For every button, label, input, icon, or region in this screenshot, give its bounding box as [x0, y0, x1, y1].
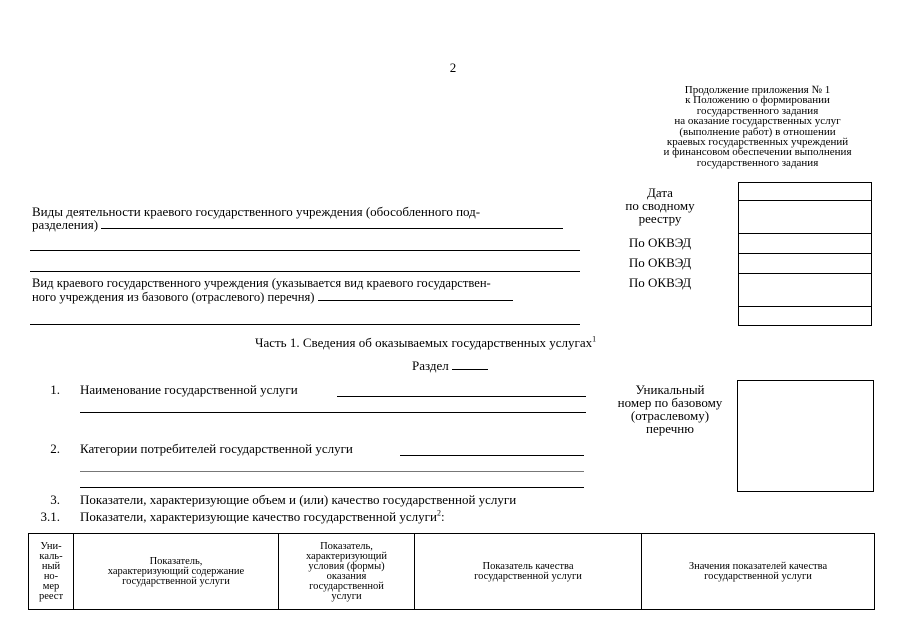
code-cell-okved-3[interactable]	[739, 274, 871, 307]
code-cell-okved-1[interactable]	[739, 234, 871, 254]
institution-type-label: ного учреждения из базового (отраслевого) перечня)	[32, 290, 315, 304]
col-unique-registry-number	[29, 534, 74, 610]
item-number: 1.	[50, 382, 60, 397]
blank-line[interactable]	[30, 250, 580, 251]
header-line: услуги	[331, 590, 362, 602]
header-line: на оказание государственных услуг	[674, 115, 841, 128]
header-line: характеризующий	[305, 550, 388, 562]
header-line: краевых государственных учреждений	[666, 136, 849, 149]
table-header-row	[29, 534, 875, 610]
service-name-blank[interactable]	[337, 396, 586, 397]
section-blank[interactable]	[452, 359, 488, 370]
date-label-line: Дата	[647, 185, 673, 200]
volume-quality-heading: Показатели, характеризующие объем и (или) качество государственной услуги	[80, 492, 517, 507]
okved-label-1: По ОКВЭД	[628, 235, 692, 250]
header-line: (выполнение работ) в отношении	[679, 125, 836, 138]
activities-line-2	[32, 218, 563, 231]
col-quality-indicator	[415, 534, 642, 610]
okved-label-3: По ОКВЭД	[628, 275, 692, 290]
col-content-indicator	[74, 534, 279, 610]
header-line: Показатель,	[320, 540, 373, 552]
quality-heading-colon: :	[440, 509, 445, 524]
part-title	[255, 336, 596, 349]
code-cell-bottom[interactable]	[739, 307, 871, 325]
codes-box	[738, 182, 872, 326]
unique-number-line: (отраслевому)	[630, 408, 710, 423]
section-label-text: Раздел	[412, 358, 449, 373]
service-name-blank[interactable]	[80, 412, 586, 413]
consumer-categories-blank[interactable]	[400, 455, 584, 456]
activities-line-1: Виды деятельности краевого государственного учреждения (обособленного под-	[32, 204, 481, 219]
header-line: государственной услуги	[474, 570, 582, 582]
institution-type-line-2	[32, 290, 513, 304]
footnote-mark: 1	[592, 334, 597, 344]
date-registry-label	[610, 186, 710, 225]
date-label-line: реестру	[638, 211, 682, 226]
okved-label-2: По ОКВЭД	[628, 255, 692, 270]
header-line: но-	[43, 570, 59, 582]
footnote-mark: 2	[436, 508, 441, 518]
header-line: Показатель качества	[482, 560, 574, 572]
code-cell-top[interactable]	[739, 183, 871, 201]
code-cell-okved-2[interactable]	[739, 254, 871, 274]
unique-number-line: Уникальный	[635, 382, 705, 397]
header-line: государственного задания	[696, 104, 819, 117]
header-line: реест	[38, 590, 64, 602]
unique-number-label	[602, 383, 738, 435]
header-line: государственной услуги	[704, 570, 812, 582]
header-line: мер	[42, 580, 60, 592]
activities-blank[interactable]	[101, 218, 563, 229]
code-cell-date[interactable]	[739, 201, 871, 234]
header-line: к Положению о формировании	[685, 94, 830, 107]
header-line: государственной	[309, 580, 384, 592]
header-line: государственной услуги	[122, 575, 230, 587]
header-line: Уни-	[40, 540, 62, 552]
part-title-text: Часть 1. Сведения об оказываемых государственных услугах	[255, 335, 593, 350]
unique-number-box[interactable]	[737, 380, 874, 492]
header-line: Значения показателей качества	[688, 560, 828, 572]
date-label-line: по сводному	[625, 198, 695, 213]
blank-line[interactable]	[30, 271, 580, 272]
quality-heading	[80, 510, 445, 523]
col-quality-values	[642, 534, 875, 610]
item-number: 2.	[50, 441, 60, 456]
consumer-categories-label: Категории потребителей государственной услуги	[80, 441, 353, 456]
section-label	[412, 359, 488, 372]
header-line: характеризующий содержание	[107, 565, 245, 577]
service-name-label: Наименование государственной услуги	[80, 382, 298, 397]
unique-number-line: перечню	[646, 421, 694, 436]
header-line: ный	[41, 560, 61, 572]
page-number: 2	[449, 60, 457, 75]
consumer-categories-blank[interactable]	[80, 471, 584, 472]
col-conditions-indicator	[279, 534, 415, 610]
consumer-categories-blank[interactable]	[80, 487, 584, 488]
header-line: Показатель,	[149, 555, 203, 567]
item-number: 3.	[50, 492, 60, 507]
institution-type-line-1: Вид краевого государственного учреждения (указывается вид краевого государствен-	[32, 276, 491, 290]
header-line: оказания	[326, 570, 367, 582]
quality-heading-text: Показатели, характеризующие качество государственной услуги	[80, 509, 437, 524]
blank-line[interactable]	[30, 324, 580, 325]
unique-number-line: номер по базовому	[617, 395, 723, 410]
header-line: каль-	[39, 550, 63, 562]
appendix-header	[640, 85, 875, 168]
header-line: Продолжение приложения № 1	[684, 84, 831, 96]
quality-indicators-table	[28, 533, 875, 610]
header-line: государственного задания	[696, 156, 819, 169]
institution-type-blank[interactable]	[318, 290, 513, 301]
header-line: и финансовом обеспечении выполнения	[663, 146, 852, 159]
header-line: условия (формы)	[308, 560, 385, 572]
activities-label: разделения)	[32, 217, 99, 232]
item-number: 3.1.	[40, 509, 60, 524]
